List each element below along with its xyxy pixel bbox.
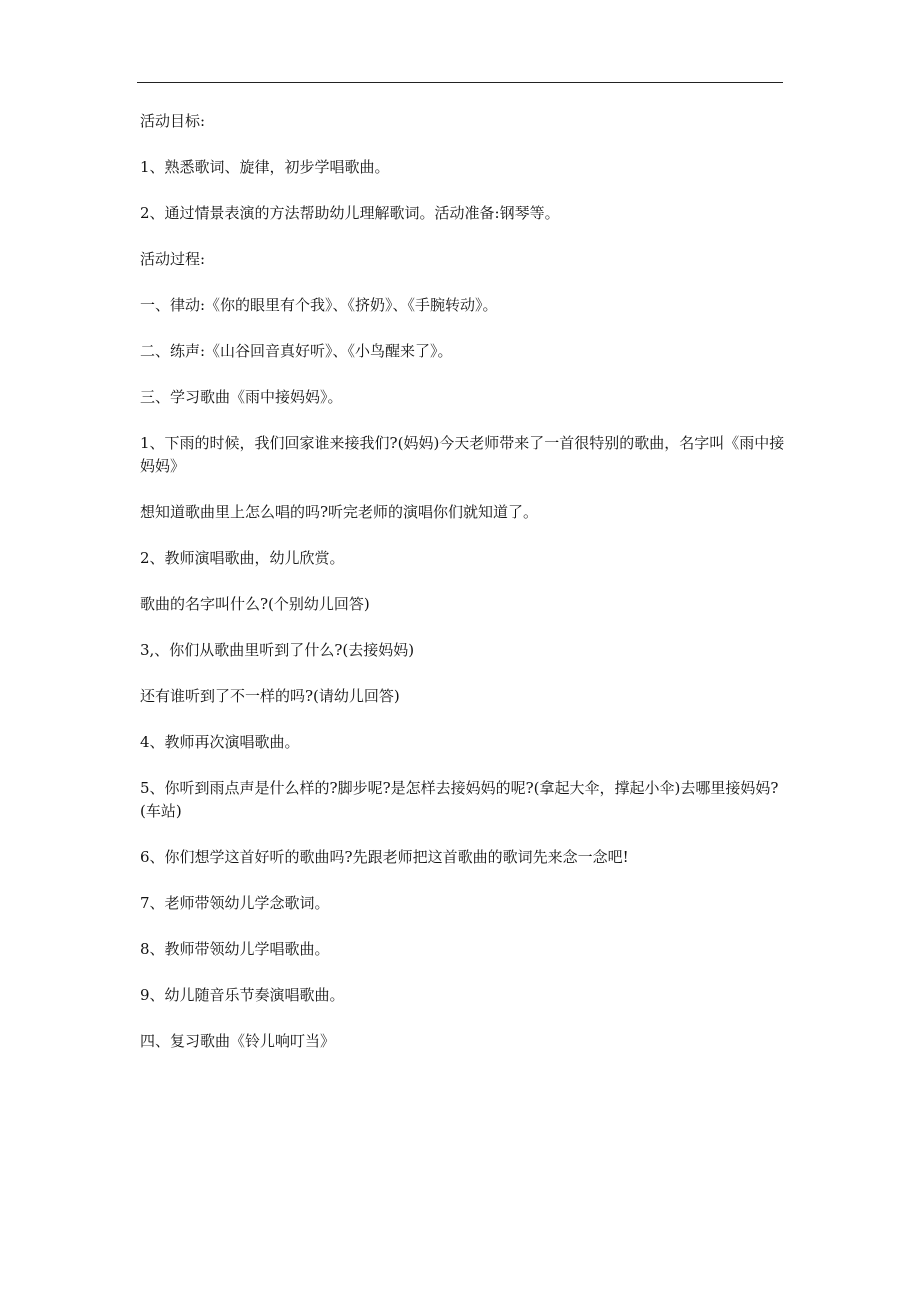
paragraph-review-song: 四、复习歌曲《铃儿响叮当》 <box>140 1032 336 1050</box>
paragraph-step-3: 3,、你们从歌曲里听到了什么?(去接妈妈) <box>140 641 415 659</box>
paragraph-learn-song: 三、学习歌曲《雨中接妈妈》。 <box>140 388 343 406</box>
paragraph-goal-2: 2、通过情景表演的方法帮助幼儿理解歌词。活动准备:钢琴等。 <box>140 204 560 222</box>
paragraph-step-7: 7、老师带领幼儿学念歌词。 <box>140 894 330 912</box>
paragraph-rhythm: 一、律动:《你的眼里有个我》、《挤奶》、《手腕转动》。 <box>140 296 498 314</box>
paragraph-step-2-question: 歌曲的名字叫什么?(个别幼儿回答) <box>140 595 370 613</box>
paragraph-step-3-followup: 还有谁听到了不一样的吗?(请幼儿回答) <box>140 687 400 705</box>
paragraph-step-1-followup: 想知道歌曲里上怎么唱的吗?听完老师的演唱你们就知道了。 <box>140 503 539 521</box>
paragraph-goals-heading: 活动目标: <box>140 112 206 130</box>
paragraph-goal-1: 1、熟悉歌词、旋律，初步学唱歌曲。 <box>140 158 390 176</box>
paragraph-step-9: 9、幼儿随音乐节奏演唱歌曲。 <box>140 986 345 1004</box>
paragraph-vocal-practice: 二、练声:《山谷回音真好听》、《小鸟醒来了》。 <box>140 342 453 360</box>
paragraph-process-heading: 活动过程: <box>140 250 206 268</box>
paragraph-step-4: 4、教师再次演唱歌曲。 <box>140 733 300 751</box>
paragraph-step-8: 8、教师带领幼儿学唱歌曲。 <box>140 940 330 958</box>
paragraph-step-6: 6、你们想学这首好听的歌曲吗?先跟老师把这首歌曲的歌词先来念一念吧! <box>140 848 629 866</box>
paragraph-step-5: 5、你听到雨点声是什么样的?脚步呢?是怎样去接妈妈的呢?(拿起大伞，撑起小伞)去哪里接妈妈?(车站) <box>140 779 779 820</box>
paragraph-step-1: 1、下雨的时候，我们回家谁来接我们?(妈妈)今天老师带来了一首很特别的歌曲，名字叫《雨中接妈妈》 <box>140 434 785 475</box>
document-body <box>140 110 790 1076</box>
header-rule <box>137 82 783 83</box>
paragraph-step-2: 2、教师演唱歌曲，幼儿欣赏。 <box>140 549 345 567</box>
